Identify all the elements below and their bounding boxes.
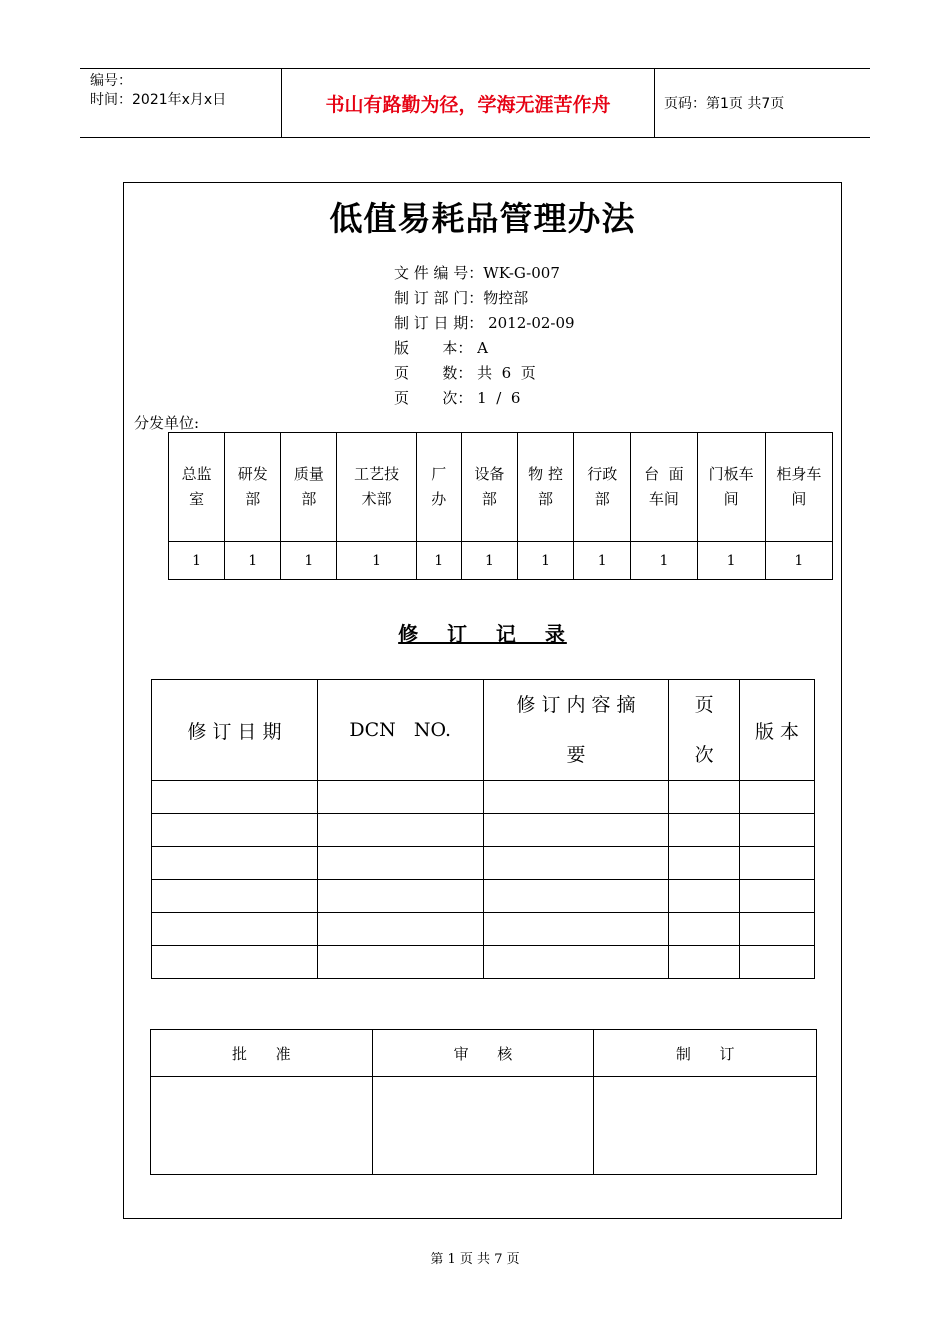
revision-cell xyxy=(483,781,669,814)
signoff-approve-label: 批 准 xyxy=(151,1030,373,1077)
meta-version: 版 本： A xyxy=(394,339,488,357)
dist-count-cell: 1 xyxy=(461,542,517,580)
revision-cell xyxy=(152,913,318,946)
revision-cell xyxy=(669,913,740,946)
signoff-review-label: 审 核 xyxy=(372,1030,594,1077)
dist-count-cell: 1 xyxy=(765,542,832,580)
meta-page-count: 页 数： 共 6 页 xyxy=(394,364,536,382)
dist-unit-line1: 柜身车 xyxy=(776,465,822,483)
revision-cell xyxy=(317,781,483,814)
dist-unit-cell xyxy=(337,433,416,542)
revision-cell xyxy=(152,847,318,880)
revision-col-summary-line2: 要 xyxy=(566,744,586,766)
revision-title xyxy=(124,618,841,647)
revision-cell xyxy=(669,814,740,847)
meta-date: 制 订 日 期： 2012-02-09 xyxy=(394,314,575,332)
dist-unit-line2: 车间 xyxy=(648,490,679,508)
dist-unit-cell xyxy=(517,433,573,542)
page-footer: 第 1 页 共 7 页 xyxy=(430,1252,520,1267)
signoff-draft-signature xyxy=(594,1077,817,1175)
signoff-approve-signature xyxy=(151,1077,373,1175)
revision-cell xyxy=(483,880,669,913)
revision-table xyxy=(151,679,815,979)
revision-cell xyxy=(483,847,669,880)
document-title: 低值易耗品管理办法 xyxy=(329,199,636,238)
revision-col-page-line1: 页 xyxy=(694,694,714,716)
revision-cell xyxy=(152,946,318,979)
dist-count-cell: 1 xyxy=(169,542,225,580)
revision-cell xyxy=(740,847,815,880)
header-time: 时间：2021年x月x日 xyxy=(90,92,227,108)
dist-unit-cell xyxy=(416,433,461,542)
dist-unit-line2: 部 xyxy=(594,490,610,508)
dist-unit-line2: 室 xyxy=(189,490,205,508)
distribution-table xyxy=(168,432,833,580)
revision-row xyxy=(152,781,815,814)
dist-unit-line2: 术部 xyxy=(361,490,392,508)
revision-row xyxy=(152,847,815,880)
dist-unit-line1: 行政 xyxy=(587,465,618,483)
dist-unit-line1: 物 控 xyxy=(528,465,563,483)
dist-count-cell: 1 xyxy=(631,542,697,580)
revision-cell xyxy=(669,880,740,913)
dist-unit-line2: 间 xyxy=(791,490,807,508)
signoff-header-row xyxy=(151,1030,817,1077)
revision-cell xyxy=(152,781,318,814)
revision-cell xyxy=(740,880,815,913)
dist-unit-cell xyxy=(461,433,517,542)
revision-col-summary-line1: 修 订 内 容 摘 xyxy=(516,694,636,716)
dist-unit-line2: 部 xyxy=(481,490,497,508)
revision-header-row xyxy=(152,680,815,781)
header-number: 编号： xyxy=(90,73,132,89)
revision-col-page-line2: 次 xyxy=(694,744,714,766)
dist-unit-cell xyxy=(574,433,631,542)
revision-col-version: 版 本 xyxy=(740,680,815,781)
revision-cell xyxy=(740,913,815,946)
dist-unit-line1: 门板车 xyxy=(708,465,754,483)
revision-row xyxy=(152,946,815,979)
distribution-count-row xyxy=(169,542,833,580)
revision-col-page xyxy=(669,680,740,781)
meta-doc-number: 文 件 编 号：WK-G-007 xyxy=(394,264,560,282)
dist-count-cell: 1 xyxy=(517,542,573,580)
dist-unit-line2: 间 xyxy=(723,490,739,508)
dist-unit-line1: 质量 xyxy=(293,465,324,483)
dist-unit-cell xyxy=(281,433,337,542)
revision-col-summary xyxy=(483,680,669,781)
dist-unit-line1: 厂 xyxy=(431,465,447,483)
revision-cell xyxy=(152,880,318,913)
dist-count-cell: 1 xyxy=(574,542,631,580)
dist-unit-line1: 研发 xyxy=(237,465,268,483)
revision-cell xyxy=(317,880,483,913)
meta-department: 制 订 部 门：物控部 xyxy=(394,289,529,307)
revision-row xyxy=(152,814,815,847)
revision-col-dcn: DCN NO. xyxy=(317,680,483,781)
revision-row xyxy=(152,913,815,946)
dist-unit-line2: 部 xyxy=(245,490,261,508)
dist-unit-cell xyxy=(765,433,832,542)
revision-cell xyxy=(152,814,318,847)
revision-cell xyxy=(317,946,483,979)
dist-count-cell: 1 xyxy=(281,542,337,580)
revision-row xyxy=(152,880,815,913)
dist-unit-line1: 总监 xyxy=(181,465,212,483)
header-motto: 书山有路勤为径，学海无涯苦作舟 xyxy=(281,69,655,137)
dist-unit-line1: 工艺技 xyxy=(354,465,400,483)
signoff-review-signature xyxy=(372,1077,594,1175)
document-meta xyxy=(394,261,575,411)
meta-page-order: 页 次： 1 / 6 xyxy=(394,389,521,407)
revision-col-date: 修 订 日 期 xyxy=(152,680,318,781)
distribution-header-row xyxy=(169,433,833,542)
revision-cell xyxy=(483,946,669,979)
dist-unit-cell xyxy=(631,433,697,542)
signoff-draft-label: 制 订 xyxy=(594,1030,817,1077)
page-header xyxy=(80,68,870,138)
dist-unit-cell xyxy=(697,433,765,542)
revision-cell xyxy=(317,814,483,847)
dist-count-cell: 1 xyxy=(337,542,416,580)
header-page-info: 页码：第1页 共7页 xyxy=(664,96,785,112)
dist-unit-line2: 部 xyxy=(301,490,317,508)
dist-count-cell: 1 xyxy=(697,542,765,580)
revision-cell xyxy=(669,781,740,814)
document-frame xyxy=(123,182,842,1219)
header-info xyxy=(80,69,280,137)
revision-cell xyxy=(317,913,483,946)
revision-cell xyxy=(669,946,740,979)
dist-unit-line2: 部 xyxy=(538,490,554,508)
dist-count-cell: 1 xyxy=(225,542,281,580)
revision-title-text: 修 订 记 录 xyxy=(398,622,567,646)
revision-cell xyxy=(317,847,483,880)
dist-count-cell: 1 xyxy=(416,542,461,580)
dist-unit-line1: 设备 xyxy=(474,465,505,483)
dist-unit-cell xyxy=(225,433,281,542)
distribution-label: 分发单位: xyxy=(134,414,200,432)
dist-unit-line1: 台 面 xyxy=(644,465,684,483)
revision-cell xyxy=(740,814,815,847)
revision-cell xyxy=(669,847,740,880)
dist-unit-line2: 办 xyxy=(431,490,447,508)
revision-cell xyxy=(483,814,669,847)
revision-cell xyxy=(740,946,815,979)
revision-cell xyxy=(483,913,669,946)
revision-cell xyxy=(740,781,815,814)
dist-unit-cell xyxy=(169,433,225,542)
signoff-signature-row xyxy=(151,1077,817,1175)
signoff-table xyxy=(150,1029,817,1175)
